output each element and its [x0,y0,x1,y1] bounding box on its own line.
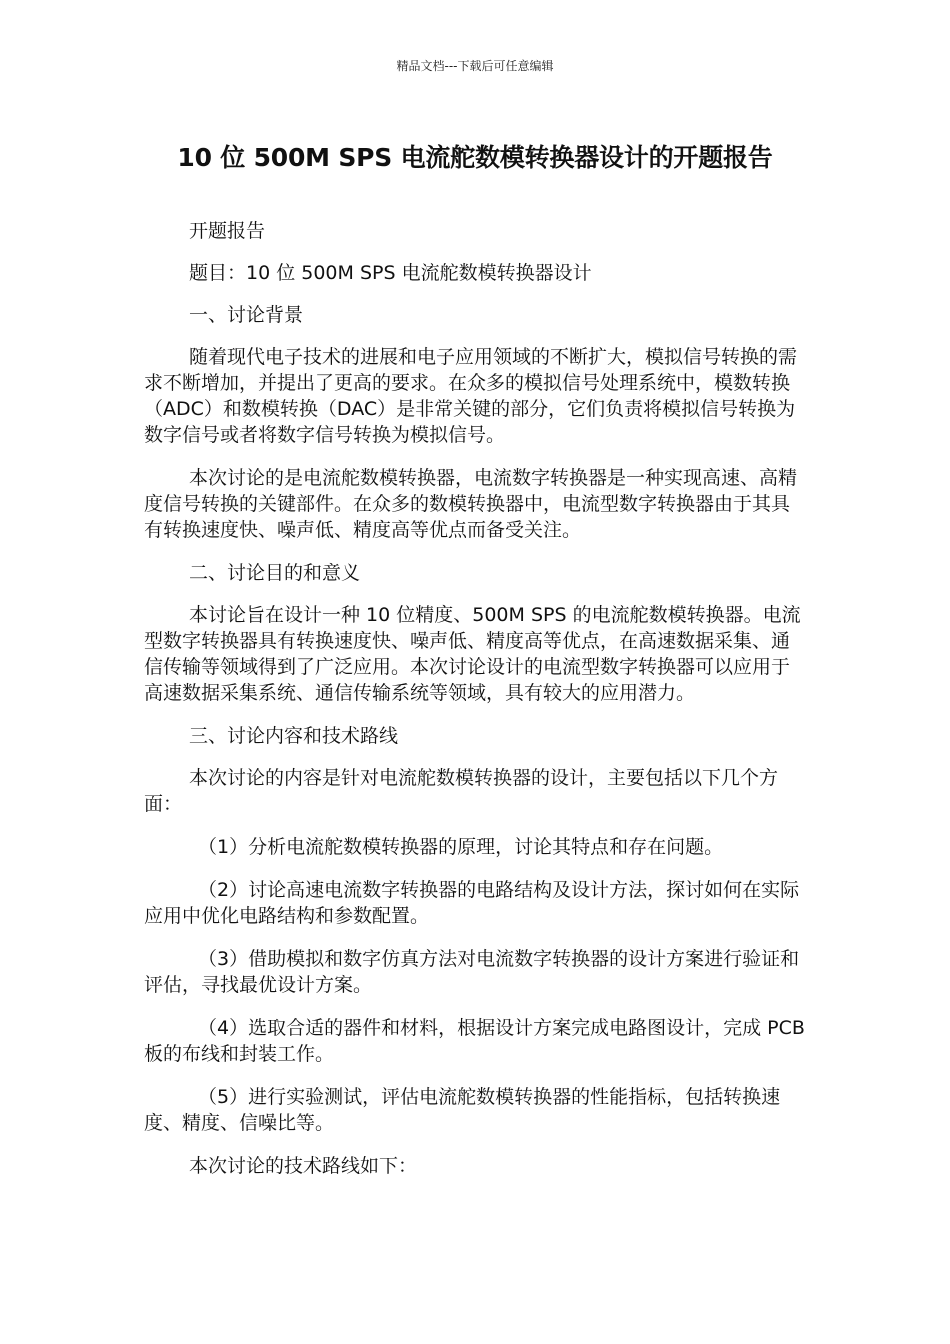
document-body [144,218,808,1195]
list-item-1: （1）分析电流舵数模转换器的原理，讨论其特点和存在问题。 [198,836,724,858]
list-item-3: （3）借助模拟和数字仿真方法对电流数字转换器的设计方案进行验证和评估，寻找最优设计方案。 [144,948,800,996]
heading-purpose: 二、讨论目的和意义 [189,562,361,584]
list-item-2: （2）讨论高速电流数字转换器的电路结构及设计方法，探讨如何在实际应用中优化电路结构和参数配置。 [144,879,800,927]
heading-content: 三、讨论内容和技术路线 [189,725,399,747]
paragraph-content-intro: 本次讨论的内容是针对电流舵数模转换器的设计，主要包括以下几个方面： [144,767,779,815]
document-title: 10 位 500M SPS 电流舵数模转换器设计的开题报告 [177,143,773,172]
section-label: 开题报告 [189,220,266,242]
list-item-5: （5）进行实验测试，评估电流舵数模转换器的性能指标，包括转换速度、精度、信噪比等。 [144,1086,781,1134]
paragraph-tech-route: 本次讨论的技术路线如下： [189,1155,418,1177]
paragraph-background-1: 随着现代电子技术的进展和电子应用领域的不断扩大，模拟信号转换的需求不断增加，并提出了更高的要求。在众多的模拟信号处理系统中，模数转换（ADC）和数模转换（DAC）是非常关键的部分，它们负责将模拟信号转换为数字信号或者将数字信号转换为模拟信号。 [144,346,798,446]
report-topic: 题目：10 位 500M SPS 电流舵数模转换器设计 [189,262,592,284]
page-header: 精品文档---下载后可任意编辑 [396,59,554,73]
paragraph-background-2: 本次讨论的是电流舵数模转换器，电流数字转换器是一种实现高速、高精度信号转换的关键部件。在众多的数模转换器中，电流型数字转换器由于其具有转换速度快、噪声低、精度高等优点而备受关注。 [144,467,798,541]
heading-background: 一、讨论背景 [189,304,304,326]
list-item-4: （4）选取合适的器件和材料，根据设计方案完成电路图设计，完成 PCB 板的布线和封装工作。 [144,1017,805,1065]
paragraph-purpose: 本讨论旨在设计一种 10 位精度、500M SPS 的电流舵数模转换器。电流型数字转换器具有转换速度快、噪声低、精度高等优点，在高速数据采集、通信传输等领域得到了广泛应用。本次讨论设计的电流型数字转换器可以应用于高速数据采集系统、通信传输系统等领域，具有较大的应用潜力。 [144,604,801,704]
